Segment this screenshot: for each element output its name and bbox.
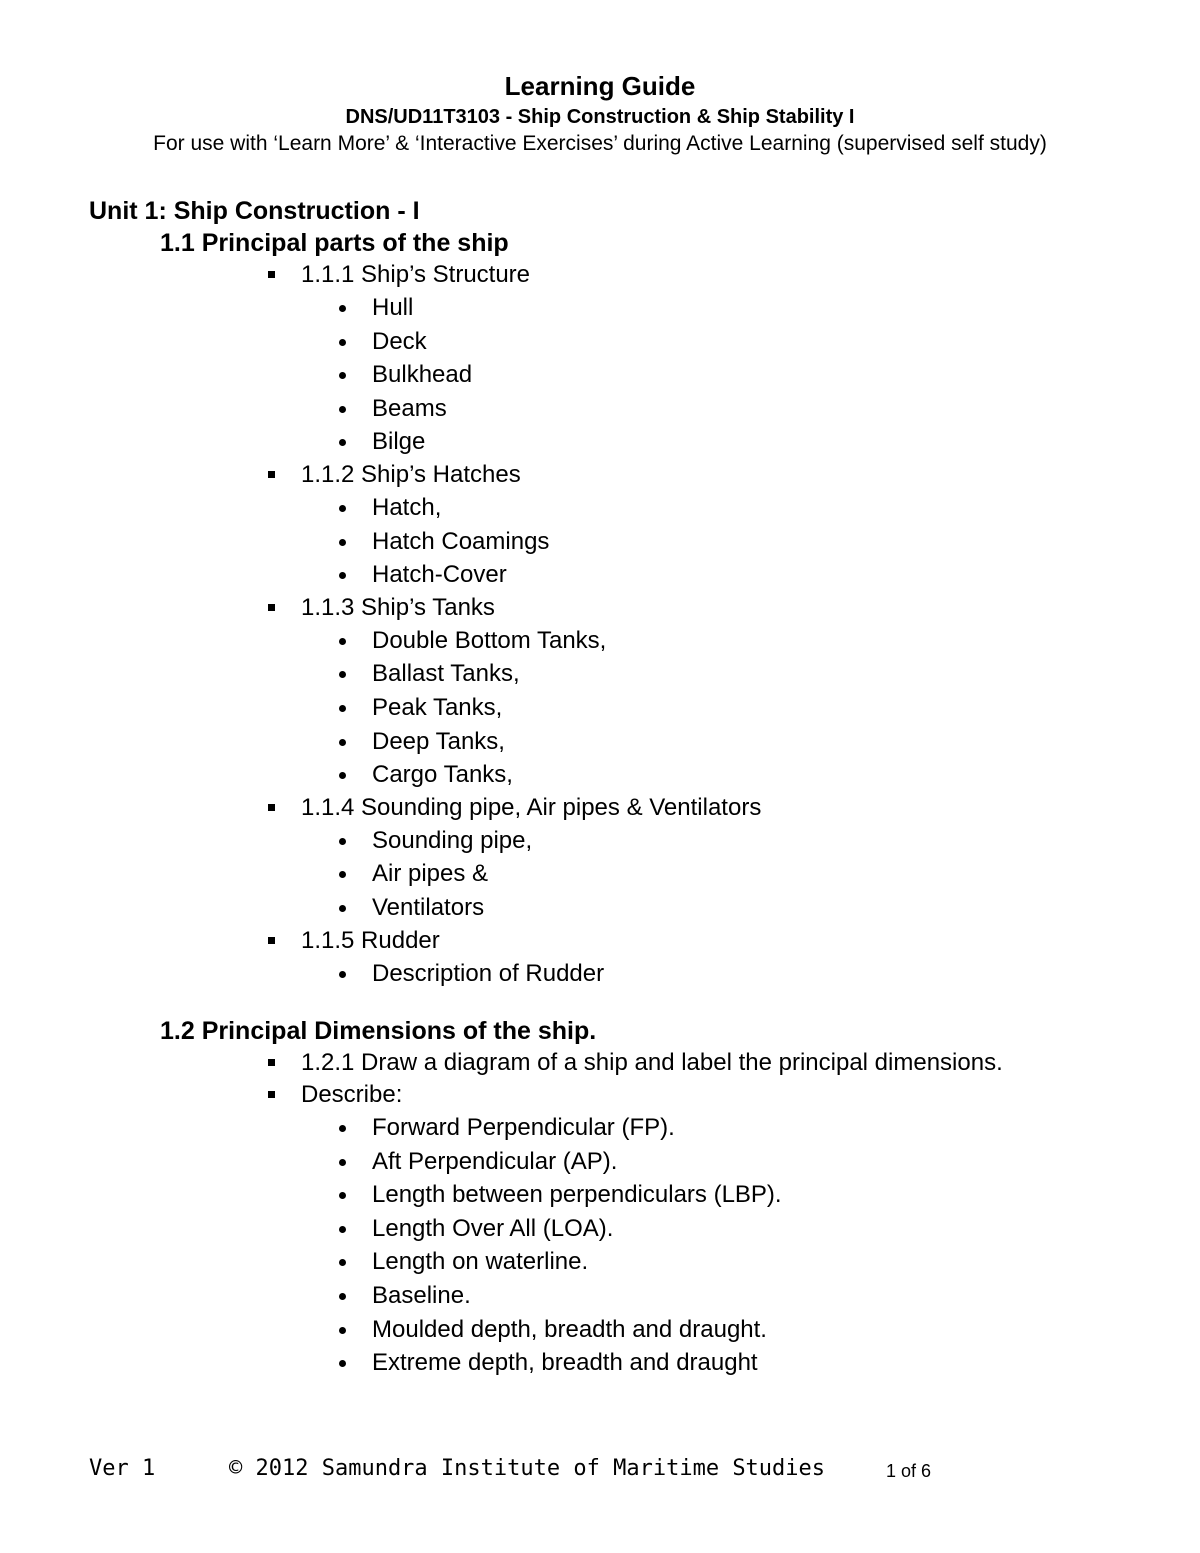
section-principal-parts-list [0,259,1200,990]
section-principal-dimensions [0,1015,596,1047]
list-item: Aft Perpendicular (AP). [0,1145,1200,1179]
list-item: Moulded depth, breadth and draught. [0,1313,1200,1347]
round-bullet-icon [339,339,346,346]
section-title: 1.1 Principal parts of the ship [160,229,509,257]
list-item: Description of Rudder [0,957,1200,991]
list-item: Extreme depth, breadth and draught [0,1346,1200,1380]
list-item: Double Bottom Tanks, [0,624,1200,658]
square-bullet-icon [268,937,275,944]
round-bullet-icon [339,1159,346,1166]
round-bullet-icon [339,439,346,446]
page-number: 1 of 6 [886,1461,932,1481]
round-bullet-icon [339,871,346,878]
guide-title: Learning Guide [504,71,696,101]
subsection-ships-hatches [0,459,1200,592]
subsection-label: 1.1.2 Ship’s Hatches [301,460,521,488]
list-item: Air pipes & [0,857,1200,891]
round-bullet-icon [339,838,346,845]
round-bullet-icon [339,905,346,912]
round-bullet-icon [339,539,346,546]
round-bullet-icon [339,505,346,512]
subsection-draw-diagram [0,1047,1200,1079]
round-bullet-icon [339,739,346,746]
round-bullet-icon [339,1360,346,1367]
list-item: Peak Tanks, [0,691,1200,725]
list-item: Baseline. [0,1279,1200,1313]
list-item: Length Over All (LOA). [0,1212,1200,1246]
list-item: Sounding pipe, [0,824,1200,858]
list-item: Hatch Coamings [0,525,1200,559]
section-title: 1.2 Principal Dimensions of the ship. [160,1017,597,1045]
round-bullet-icon [339,572,346,579]
square-bullet-icon [268,1091,275,1098]
square-bullet-icon [268,604,275,611]
course-title: DNS/UD11T3103 - Ship Construction & Ship Stability I [345,106,855,128]
round-bullet-icon [339,1125,346,1132]
round-bullet-icon [339,971,346,978]
round-bullet-icon [339,372,346,379]
list-item: Hatch, [0,491,1200,525]
list-item: Deep Tanks, [0,725,1200,759]
copyright-notice: © 2012 Samundra Institute of Maritime Studies [229,1456,826,1481]
subsection-pipes-ventilators [0,792,1200,925]
round-bullet-icon [339,1259,346,1266]
subsection-rudder [0,925,1200,991]
round-bullet-icon [339,705,346,712]
round-bullet-icon [339,638,346,645]
subsection-describe [0,1079,1200,1380]
round-bullet-icon [339,1226,346,1233]
round-bullet-icon [339,1192,346,1199]
square-bullet-icon [268,1059,275,1066]
page-footer [0,1455,1200,1485]
list-item: Forward Perpendicular (FP). [0,1111,1200,1145]
list-item: Ballast Tanks, [0,657,1200,691]
unit-title: Unit 1: Ship Construction - I [89,197,420,225]
section-principal-parts [0,227,509,259]
round-bullet-icon [339,671,346,678]
usage-note: For use with ‘Learn More’ & ‘Interactive Exercises’ during Active Learning (supervised self study) [153,132,1047,155]
subsection-ships-structure [0,259,1200,459]
square-bullet-icon [268,471,275,478]
list-item: Length between perpendiculars (LBP). [0,1178,1200,1212]
subsection-label: 1.1.4 Sounding pipe, Air pipes & Ventilators [301,793,762,821]
square-bullet-icon [268,271,275,278]
list-item: Beams [0,392,1200,426]
subsection-label: 1.2.1 Draw a diagram of a ship and label the principal dimensions. [301,1049,1003,1076]
subsection-label: 1.1.1 Ship’s Structure [301,261,531,288]
list-item: Hatch-Cover [0,558,1200,592]
list-item: Bilge [0,425,1200,459]
subsection-label: 1.1.5 Rudder [301,926,440,954]
round-bullet-icon [339,406,346,413]
list-item: Cargo Tanks, [0,758,1200,792]
round-bullet-icon [339,772,346,779]
list-item: Hull [0,291,1200,325]
version-label: Ver 1 [89,1456,156,1481]
round-bullet-icon [339,1327,346,1334]
subsection-label: 1.1.3 Ship’s Tanks [301,593,495,621]
list-item: Length on waterline. [0,1245,1200,1279]
list-item: Ventilators [0,891,1200,925]
list-item: Deck [0,325,1200,359]
round-bullet-icon [339,305,346,312]
list-item: Bulkhead [0,358,1200,392]
section-principal-dimensions-list [0,1047,1200,1380]
subsection-ships-tanks [0,592,1200,792]
square-bullet-icon [268,804,275,811]
subsection-label: Describe: [301,1081,403,1108]
round-bullet-icon [339,1293,346,1300]
